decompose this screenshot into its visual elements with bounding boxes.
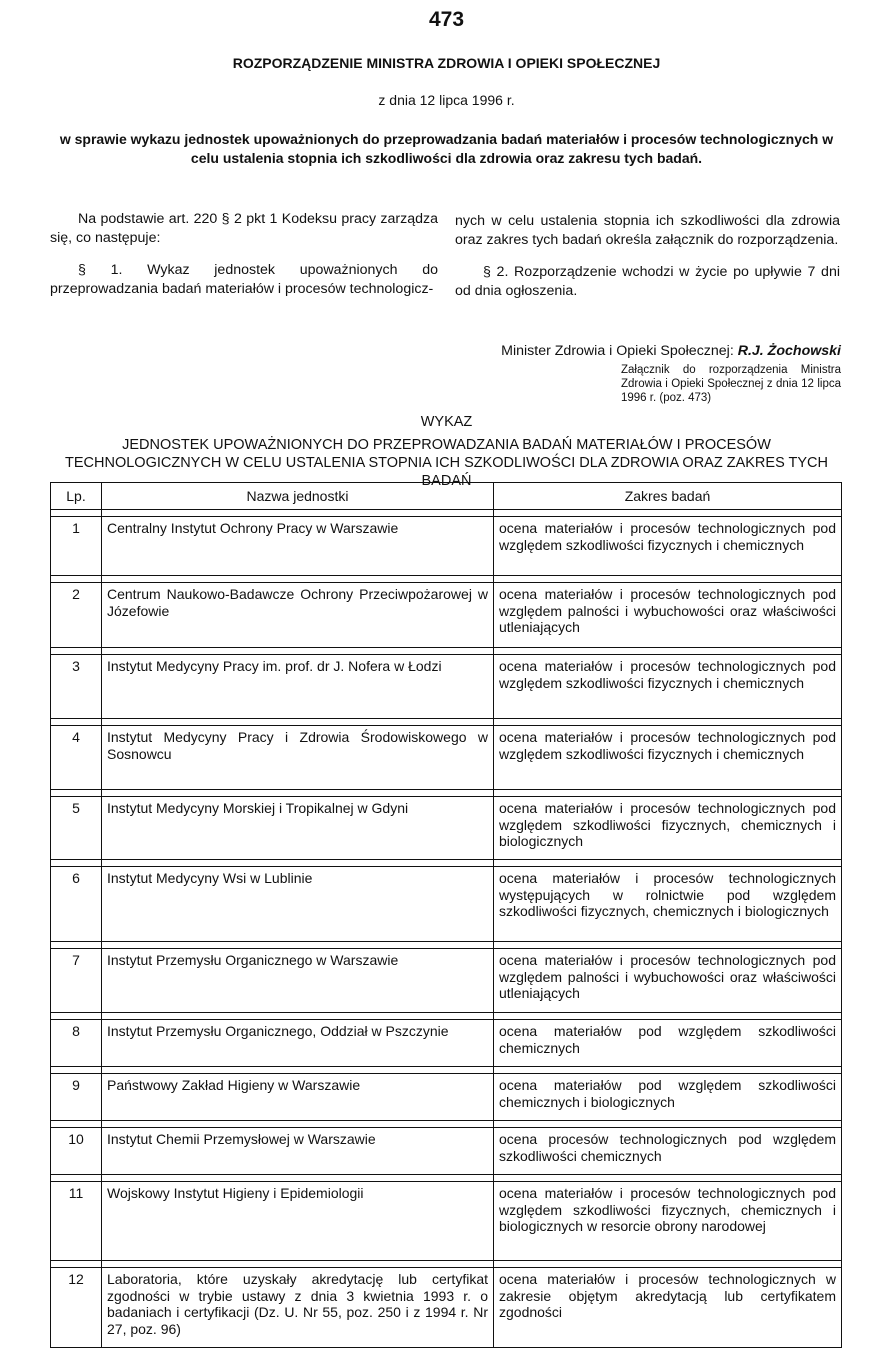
table-row: [51, 1128, 842, 1175]
separator-cell: [494, 1261, 842, 1268]
unit-name: Instytut Medycyny Pracy i Zdrowia Środowiskowego w Sosnowcu: [102, 726, 494, 790]
separator-cell: [494, 648, 842, 655]
separator-cell: [51, 510, 102, 517]
separator-cell: [51, 1261, 102, 1268]
list-title: JEDNOSTEK UPOWAŻNIONYCH DO PRZEPROWADZANIA BADAŃ MATERIAŁÓW I PROCESÓW TECHNOLOGICZNYCH W CELU USTALENIA STOPNIA ICH SZKODLIWOŚCI DLA ZDROWIA ORAZ ZAKRES TYCH BADAŃ: [65, 437, 828, 489]
separator-cell: [51, 719, 102, 726]
table-row: [51, 797, 842, 860]
separator-cell: [102, 510, 494, 517]
row-number: 11: [51, 1182, 102, 1261]
unit-name: Instytut Medycyny Morskiej i Tropikalnej w Gdyni: [102, 797, 494, 860]
row-number: 3: [51, 655, 102, 719]
table-row: [51, 1074, 842, 1121]
row-number: 4: [51, 726, 102, 790]
separator-cell: [494, 1013, 842, 1020]
separator-cell: [494, 719, 842, 726]
separator-cell: [51, 1067, 102, 1074]
separator-cell: [102, 790, 494, 797]
row-separator: [51, 1067, 842, 1074]
table-row: [51, 949, 842, 1013]
separator-cell: [494, 860, 842, 867]
separator-cell: [494, 1121, 842, 1128]
row-number: 10: [51, 1128, 102, 1175]
table-row: [51, 726, 842, 790]
separator-cell: [494, 1175, 842, 1182]
intro-paragraph: Na podstawie art. 220 § 2 pkt 1 Kodeksu pracy zarządza się, co następuje:: [50, 211, 438, 246]
test-scope: ocena materiałów i procesów technologicznych pod względem szkodliwości fizycznych, chemicznych i biologicznych: [494, 797, 842, 860]
separator-cell: [102, 1261, 494, 1268]
section-1-start: § 1. Wykaz jednostek upoważnionych do przeprowadzania badań materiałów i procesów technologicz-: [50, 262, 438, 297]
unit-name: Państwowy Zakład Higieny w Warszawie: [102, 1074, 494, 1121]
test-scope: ocena materiałów i procesów technologicznych występujących w rolnictwie pod względem szkodliwości fizycznych, chemicznych i biologicznych: [494, 867, 842, 942]
table-row: [51, 517, 842, 576]
unit-name: Laboratoria, które uzyskały akredytację lub certyfikat zgodności w trybie ustawy z dnia 3 kwietnia 1993 r. o badaniach i certyfikacji (Dz. U. Nr 55, poz. 250 i z 1994 r. Nr 27, poz. 96): [102, 1268, 494, 1348]
separator-cell: [102, 648, 494, 655]
row-number: 5: [51, 797, 102, 860]
unit-name: Instytut Przemysłu Organicznego, Oddział w Pszczynie: [102, 1020, 494, 1067]
signature: [501, 343, 841, 359]
row-number: 7: [51, 949, 102, 1013]
separator-cell: [51, 942, 102, 949]
separator-cell: [51, 1121, 102, 1128]
test-scope: ocena materiałów i procesów technologicznych pod względem palności i wybuchowości oraz właściwości utleniających: [494, 583, 842, 648]
annex-note: Załącznik do rozporządzenia Ministra Zdrowia i Opieki Społecznej z dnia 12 lipca 1996 r. (poz. 473): [621, 364, 841, 404]
separator-cell: [494, 790, 842, 797]
section-1-end: nych w celu ustalenia stopnia ich szkodliwości dla zdrowia oraz zakres tych badań określa załącznik do rozporządzenia.: [455, 213, 840, 248]
table-row: [51, 1020, 842, 1067]
row-number: 8: [51, 1020, 102, 1067]
regulation-title: ROZPORZĄDZENIE MINISTRA ZDROWIA I OPIEKI SPOŁECZNEJ: [232, 55, 661, 71]
row-separator: [51, 942, 842, 949]
document-number: 473: [428, 8, 465, 31]
units-table: [50, 482, 842, 1348]
table-body: [51, 510, 842, 1348]
separator-cell: [51, 1175, 102, 1182]
table-row: [51, 1268, 842, 1348]
row-separator: [51, 790, 842, 797]
unit-name: Centrum Naukowo-Badawcze Ochrony Przeciwpożarowej w Józefowie: [102, 583, 494, 648]
unit-name: Centralny Instytut Ochrony Pracy w Warszawie: [102, 517, 494, 576]
separator-cell: [102, 860, 494, 867]
section-2: § 2. Rozporządzenie wchodzi w życie po upływie 7 dni od dnia ogłoszenia.: [455, 264, 840, 299]
unit-name: Instytut Medycyny Wsi w Lublinie: [102, 867, 494, 942]
test-scope: ocena materiałów i procesów technologicznych w zakresie objętym akredytacją lub certyfikatem zgodności: [494, 1268, 842, 1348]
row-number: 6: [51, 867, 102, 942]
row-number: 9: [51, 1074, 102, 1121]
row-separator: [51, 648, 842, 655]
table-row: [51, 1182, 842, 1261]
test-scope: ocena procesów technologicznych pod względem szkodliwości chemicznych: [494, 1128, 842, 1175]
separator-cell: [102, 719, 494, 726]
unit-name: Instytut Chemii Przemysłowej w Warszawie: [102, 1128, 494, 1175]
row-separator: [51, 576, 842, 583]
row-separator: [51, 860, 842, 867]
signature-role: Minister Zdrowia i Opieki Społecznej:: [501, 343, 734, 359]
row-number: 12: [51, 1268, 102, 1348]
test-scope: ocena materiałów i procesów technologicznych pod względem palności i wybuchowości oraz właściwości utleniających: [494, 949, 842, 1013]
list-heading: WYKAZ: [420, 414, 473, 430]
table-row: [51, 867, 842, 942]
separator-cell: [51, 790, 102, 797]
row-separator: [51, 1121, 842, 1128]
test-scope: ocena materiałów i procesów technologicznych pod względem szkodliwości fizycznych, chemicznych i biologicznych w resorcie obrony narodowej: [494, 1182, 842, 1261]
table-row: [51, 655, 842, 719]
regulation-date: z dnia 12 lipca 1996 r.: [378, 92, 515, 108]
table-header-row: [51, 483, 842, 510]
row-number: 2: [51, 583, 102, 648]
row-separator: [51, 510, 842, 517]
separator-cell: [102, 1175, 494, 1182]
row-separator: [51, 1261, 842, 1268]
separator-cell: [494, 1067, 842, 1074]
unit-name: Wojskowy Instytut Higieny i Epidemiologii: [102, 1182, 494, 1261]
test-scope: ocena materiałów i procesów technologicznych pod względem szkodliwości fizycznych i chemicznych: [494, 726, 842, 790]
separator-cell: [51, 648, 102, 655]
row-separator: [51, 719, 842, 726]
separator-cell: [102, 1013, 494, 1020]
test-scope: ocena materiałów pod względem szkodliwości chemicznych: [494, 1020, 842, 1067]
left-column: [50, 210, 438, 299]
row-separator: [51, 1013, 842, 1020]
test-scope: ocena materiałów pod względem szkodliwości chemicznych i biologicznych: [494, 1074, 842, 1121]
separator-cell: [51, 860, 102, 867]
separator-cell: [51, 576, 102, 583]
separator-cell: [494, 942, 842, 949]
separator-cell: [494, 510, 842, 517]
regulation-subject: w sprawie wykazu jednostek upoważnionych do przeprowadzania badań materiałów i procesów technologicznych w celu ustalenia stopnia ich szkodliwości dla zdrowia oraz zakresu tych badań.: [59, 131, 834, 166]
separator-cell: [102, 576, 494, 583]
signature-name: R.J. Żochowski: [737, 343, 841, 359]
table-row: [51, 583, 842, 648]
separator-cell: [51, 1013, 102, 1020]
unit-name: Instytut Przemysłu Organicznego w Warszawie: [102, 949, 494, 1013]
header-unit-name: Nazwa jednostki: [102, 483, 494, 510]
header-lp: Lp.: [51, 483, 102, 510]
test-scope: ocena materiałów i procesów technologicznych pod względem szkodliwości fizycznych i chemicznych: [494, 655, 842, 719]
separator-cell: [102, 942, 494, 949]
unit-name: Instytut Medycyny Pracy im. prof. dr J. Nofera w Łodzi: [102, 655, 494, 719]
separator-cell: [102, 1067, 494, 1074]
test-scope: ocena materiałów i procesów technologicznych pod względem szkodliwości fizycznych i chemicznych: [494, 517, 842, 576]
row-number: 1: [51, 517, 102, 576]
separator-cell: [102, 1121, 494, 1128]
row-separator: [51, 1175, 842, 1182]
right-column: [455, 212, 840, 301]
header-scope: Zakres badań: [494, 483, 842, 510]
separator-cell: [494, 576, 842, 583]
